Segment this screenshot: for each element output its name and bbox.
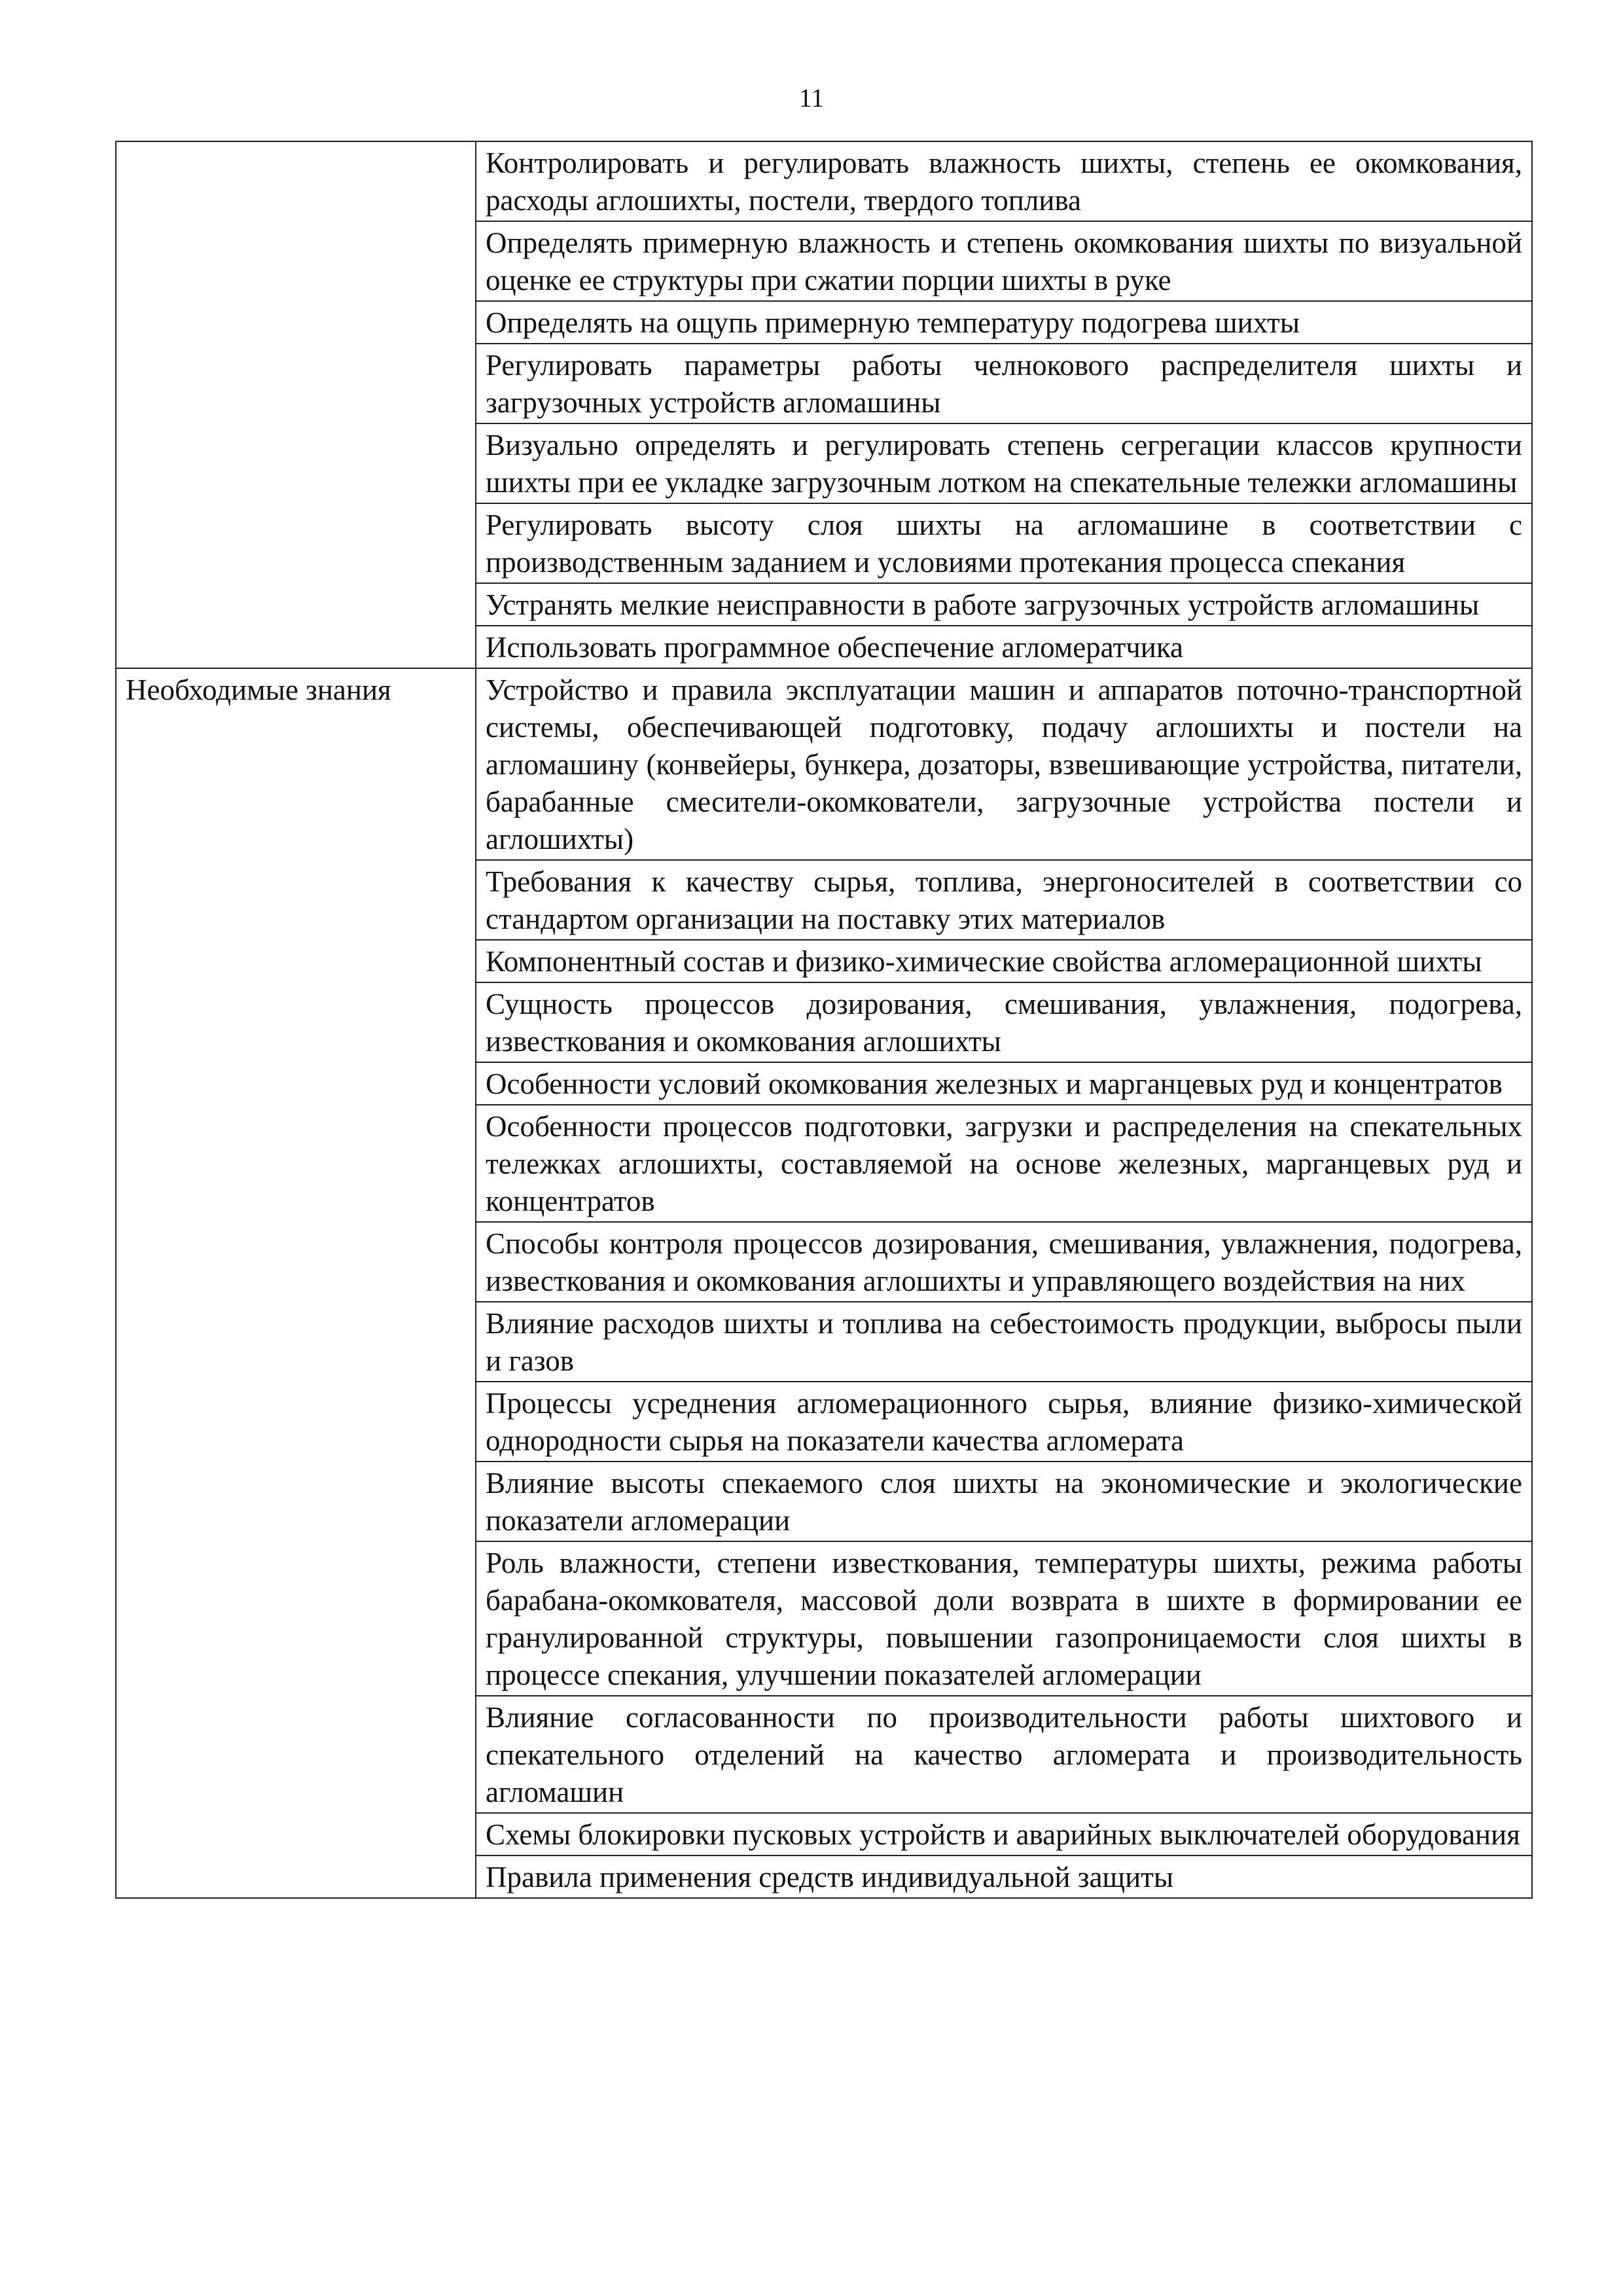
page-number: 11 [798, 83, 825, 113]
skill-item: Регулировать высоту слоя шихты на агломашине в соответствии с производственным заданием и условиями протекания процесса спекания [476, 503, 1532, 583]
skill-item: Устранять мелкие неисправности в работе загрузочных устройств агломашины [476, 583, 1532, 626]
knowledge-item: Влияние расходов шихты и топлива на себестоимость продукции, выбросы пыли и газов [476, 1302, 1532, 1382]
skill-item: Определять на ощупь примерную температуру подогрева шихты [476, 301, 1532, 344]
skill-item: Контролировать и регулировать влажность шихты, степень ее окомкования, расходы аглошихты, постели, твердого топлива [476, 141, 1532, 221]
knowledge-item: Правила применения средств индивидуальной защиты [476, 1856, 1532, 1898]
skill-item: Регулировать параметры работы челнокового распределителя шихты и загрузочных устройств агломашины [476, 344, 1532, 423]
table-row [116, 668, 1532, 860]
knowledge-item: Процессы усреднения агломерационного сырья, влияние физико-химической однородности сырья на показатели качества агломерата [476, 1382, 1532, 1462]
knowledge-item: Особенности условий окомкования железных и марганцевых руд и концентратов [476, 1062, 1532, 1105]
knowledge-item: Требования к качеству сырья, топлива, энергоносителей в соответствии со стандартом организации на поставку этих материалов [476, 860, 1532, 940]
knowledge-item: Особенности процессов подготовки, загрузки и распределения на спекательных тележках аглошихты, составляемой на основе железных, марганцевых руд и концентратов [476, 1105, 1532, 1222]
requirements-table [115, 141, 1533, 1899]
knowledge-item: Схемы блокировки пусковых устройств и аварийных выключателей оборудования [476, 1813, 1532, 1856]
skill-item: Определять примерную влажность и степень окомкования шихты по визуальной оценке ее структуры при сжатии порции шихты в руке [476, 221, 1532, 301]
knowledge-label-cell: Необходимые знания [116, 668, 476, 1898]
knowledge-item: Способы контроля процессов дозирования, смешивания, увлажнения, подогрева, известкования и окомкования аглошихты и управляющего воздействия на них [476, 1222, 1532, 1302]
skill-item: Использовать программное обеспечение агломератчика [476, 626, 1532, 668]
skill-item: Визуально определять и регулировать степень сегрегации классов крупности шихты при ее укладке загрузочным лотком на спекательные тележки агломашины [476, 423, 1532, 503]
skills-label-cell [116, 141, 476, 668]
knowledge-item: Компонентный состав и физико-химические свойства агломерационной шихты [476, 940, 1532, 982]
knowledge-item: Влияние согласованности по производительности работы шихтового и спекательного отделений на качество агломерата и производительность агломашин [476, 1696, 1532, 1813]
knowledge-item: Роль влажности, степени известкования, температуры шихты, режима работы барабана-окомкователя, массовой доли возврата в шихте в формировании ее гранулированной структуры, повышении газопроницаемости слоя шихты в процессе спекания, улучшении показателей агломерации [476, 1541, 1532, 1696]
knowledge-item: Сущность процессов дозирования, смешивания, увлажнения, подогрева, известкования и окомкования аглошихты [476, 982, 1532, 1062]
table-row [116, 141, 1532, 221]
knowledge-item: Влияние высоты спекаемого слоя шихты на экономические и экологические показатели агломерации [476, 1462, 1532, 1541]
knowledge-item: Устройство и правила эксплуатации машин и аппаратов поточно-транспортной системы, обеспечивающей подготовку, подачу аглошихты и постели на агломашину (конвейеры, бункера, дозаторы, взвешивающие устройства, питатели, барабанные смесители-окомкователи, загрузочные устройства постели и аглошихты) [476, 668, 1532, 860]
requirements-table-body [116, 141, 1532, 1898]
